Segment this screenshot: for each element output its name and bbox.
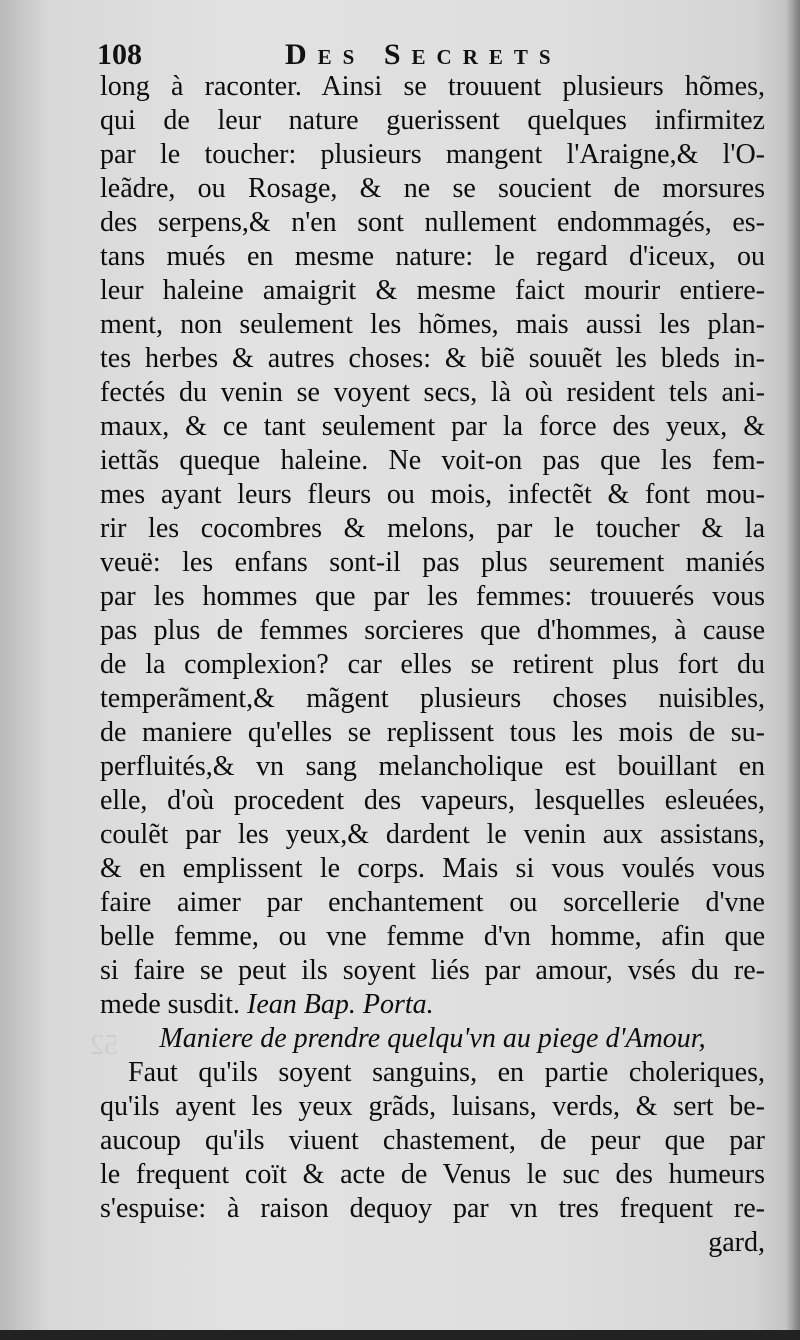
text-line: le frequent coït & acte de Venus le suc des humeurs: [100, 1159, 765, 1190]
show-through-text: 52: [90, 1030, 118, 1061]
text-line: de maniere qu'elles se replissent tous les mois de su-: [100, 717, 765, 748]
text-line: coulẽt par les yeux,& dardent le venin aux assistans,: [100, 819, 765, 850]
text-line: par les hommes que par les femmes: trouuerés vous: [100, 581, 765, 612]
page-number: 108: [97, 38, 142, 71]
text-line: elle, d'où procedent des vapeurs, lesquelles esleuées,: [100, 785, 765, 816]
text-line-with-signature: [100, 988, 765, 1022]
text-line: maux, & ce tant seulement par la force des yeux, &: [100, 411, 765, 442]
text-line: ment, non seulement les hõmes, mais aussi les plan-: [100, 309, 765, 340]
text-line: leur haleine amaigrit & mesme faict mourir entiere-: [100, 275, 765, 306]
scan-border: [0, 1330, 800, 1340]
text-line: s'espuise: à raison dequoy par vn tres frequent re-: [100, 1193, 765, 1224]
text-line: mes ayant leurs fleurs ou mois, infectẽt & font mou-: [100, 479, 765, 510]
text-line: tes herbes & autres choses: & biẽ souuẽt les bleds in-: [100, 343, 765, 374]
body-text: [100, 70, 765, 1260]
text-line: fectés du venin se voyent secs, là où resident tels ani-: [100, 377, 765, 408]
page-edge-shadow: [786, 0, 800, 1340]
author-signature: Iean Bap. Porta.: [247, 989, 434, 1020]
section-heading: Maniere de prendre quelqu'vn au piege d'Amour,: [159, 1023, 706, 1054]
text-line: faire aimer par enchantement ou sorcellerie d'vne: [100, 887, 765, 918]
text-line: veuë: les enfans sont-il pas plus seurement maniés: [100, 547, 765, 578]
text-line: perfluités,& vn sang melancholique est bouillant en: [100, 751, 765, 782]
text-line: pas plus de femmes sorcieres que d'hommes, à cause: [100, 615, 765, 646]
text-line: leãdre, ou Rosage, & ne se soucient de morsures: [100, 173, 765, 204]
running-title: Des Secrets: [285, 38, 562, 71]
text-line: & en emplissent le corps. Mais si vous voulés vous: [100, 853, 765, 884]
text-line: temperãment,& mãgent plusieurs choses nuisibles,: [100, 683, 765, 714]
page-header: [95, 30, 655, 70]
text-line: tans mués en mesme nature: le regard d'iceux, ou: [100, 241, 765, 272]
catchword: gard,: [708, 1227, 765, 1258]
text-line: des serpens,& n'en sont nullement endommagés, es-: [100, 207, 765, 238]
text-line: aucoup qu'ils viuent chastement, de peur que par: [100, 1125, 765, 1156]
text-line: Faut qu'ils soyent sanguins, en partie choleriques,: [128, 1057, 765, 1088]
text-line: par le toucher: plusieurs mangent l'Araigne,& l'O-: [100, 139, 765, 170]
text-line: de la complexion? car elles se retirent plus fort du: [100, 649, 765, 680]
text-line: belle femme, ou vne femme d'vn homme, afin que: [100, 921, 765, 952]
text-fragment: mede susdit.: [100, 989, 247, 1020]
text-line: iettãs queque haleine. Ne voit-on pas que les fem-: [100, 445, 765, 476]
text-line: qu'ils ayent les yeux grãds, luisans, verds, & sert be-: [100, 1091, 765, 1122]
text-line: rir les cocombres & melons, par le toucher & la: [100, 513, 765, 544]
text-line: si faire se peut ils soyent liés par amour, vsés du re-: [100, 955, 765, 986]
text-line: qui de leur nature guerissent quelques infirmitez: [100, 105, 765, 136]
text-line: long à raconter. Ainsi se trouuent plusieurs hõmes,: [100, 71, 765, 102]
